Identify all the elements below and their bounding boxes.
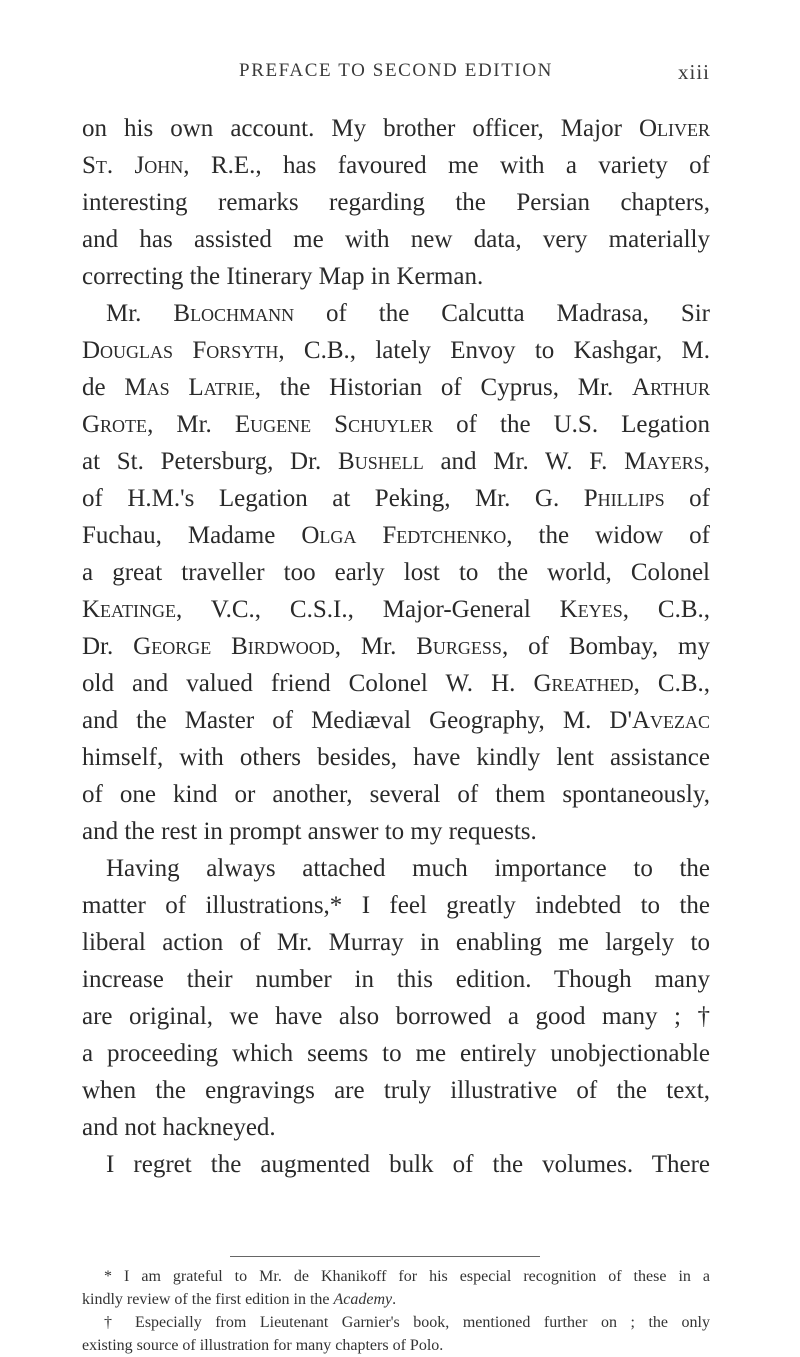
text-line: de Mas Latrie, the Historian of Cyprus, Mr. Arthur: [82, 374, 710, 401]
text-line: when the engravings are truly illustrative of the text,: [82, 1077, 710, 1104]
text-line: correcting the Itinerary Map in Kerman.: [82, 263, 484, 290]
text-line: of one kind or another, several of them spontaneously,: [82, 781, 710, 808]
footnote-line: existing source of illustration for many chapters of Polo.: [82, 1337, 444, 1354]
footnote-rule: [230, 1256, 540, 1257]
page-number: xiii: [677, 60, 710, 84]
text-line: St. John, R.E., has favoured me with a variety of: [82, 152, 711, 179]
text-line: Grote, Mr. Eugene Schuyler of the U.S. Legation: [82, 411, 710, 438]
text-line: a proceeding which seems to me entirely unobjectionable: [82, 1040, 710, 1067]
text-line: matter of illustrations,* I feel greatly indebted to the: [82, 892, 710, 919]
text-line: interesting remarks regarding the Persian chapters,: [82, 189, 710, 216]
running-title: PREFACE TO SECOND EDITION: [239, 60, 553, 81]
body-text: [82, 110, 710, 1183]
text-line: Mr. Blochmann of the Calcutta Madrasa, Sir: [106, 300, 710, 327]
text-line: Douglas Forsyth, C.B., lately Envoy to Kashgar, M.: [82, 337, 710, 364]
text-line: and the rest in prompt answer to my requests.: [82, 818, 537, 845]
footnote-line: kindly review of the first edition in the Academy.: [82, 1291, 397, 1308]
text-line: Keatinge, V.C., C.S.I., Major-General Keyes, C.B.,: [82, 596, 710, 623]
running-head: [82, 58, 710, 88]
text-line: at St. Petersburg, Dr. Bushell and Mr. W. F. Mayers,: [82, 448, 710, 475]
text-line: a great traveller too early lost to the world, Colonel: [82, 559, 710, 586]
text-line: Dr. George Birdwood, Mr. Burgess, of Bombay, my: [82, 633, 711, 660]
text-line: Fuchau, Madame Olga Fedtchenko, the widow of: [82, 522, 711, 549]
text-line: and has assisted me with new data, very materially: [82, 226, 710, 253]
text-line: are original, we have also borrowed a good many ; †: [82, 1003, 710, 1030]
text-line: Having always attached much importance to the: [106, 855, 710, 882]
footnote-line: † Especially from Lieutenant Garnier's book, mentioned further on ; the only: [104, 1314, 710, 1331]
text-line: increase their number in this edition. Though many: [82, 966, 710, 993]
text-line: of H.M.'s Legation at Peking, Mr. G. Phillips of: [82, 485, 710, 512]
text-line: I regret the augmented bulk of the volumes. There: [106, 1151, 710, 1178]
footnote-line: * I am grateful to Mr. de Khanikoff for his especial recognition of these in a: [104, 1268, 710, 1285]
text-line: himself, with others besides, have kindly lent assistance: [82, 744, 710, 771]
footnotes: [82, 1265, 710, 1357]
text-line: on his own account. My brother officer, Major Oliver: [82, 115, 710, 142]
text-line: old and valued friend Colonel W. H. Greathed, C.B.,: [82, 670, 710, 697]
text-line: and the Master of Mediæval Geography, M. D'Avezac: [82, 707, 710, 734]
text-line: liberal action of Mr. Murray in enabling me largely to: [82, 929, 710, 956]
text-line: and not hackneyed.: [82, 1114, 276, 1141]
